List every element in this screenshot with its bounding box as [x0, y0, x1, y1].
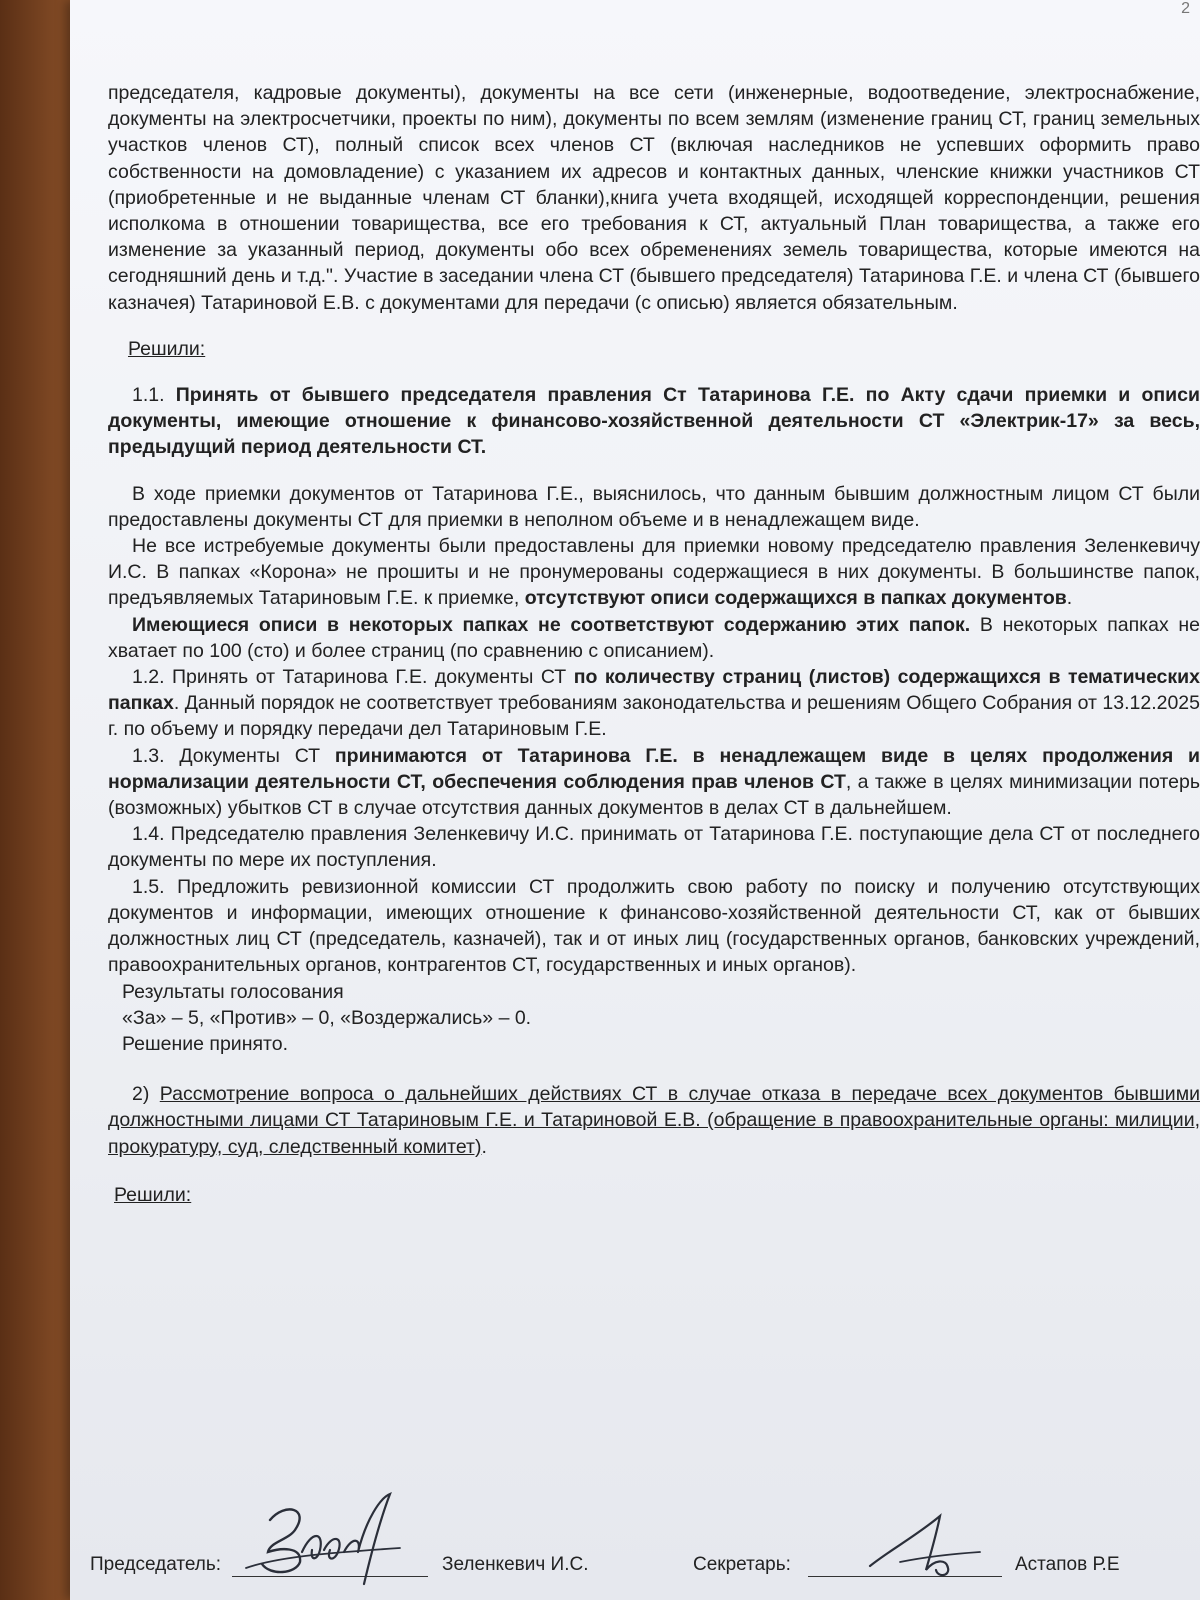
secretary-label: Секретарь: [693, 1554, 791, 1575]
existing-rest: В некоторых папках не хватает по 100 (сто) и более страниц (по сравнению с описанием). [108, 613, 1200, 662]
secretary-signature-icon [860, 1506, 990, 1584]
page-number: 2 [1181, 0, 1190, 17]
document-page [70, 0, 1200, 1600]
item-1-3-bold: принимаются от Татаринова Г.Е. в ненадлежащем виде в целях продолжения и нормализации деятельности СТ, обеспечения соблюдения прав членов СТ [108, 744, 1200, 793]
item-1-3 [108, 743, 1200, 822]
item-1-1 [108, 382, 1200, 461]
decision-accepted: Решение принято. [122, 1032, 289, 1055]
not-all-end: . [1066, 587, 1073, 610]
chair-name: Зеленкевич И.С. [442, 1554, 589, 1575]
item-2-number: 2) [132, 1083, 150, 1106]
item-1-1-number: 1.1. [132, 384, 165, 407]
chair-signature-icon [240, 1490, 410, 1586]
item-1-2-start: 1.2. Принять от Татаринова Г.Е. документы СТ [132, 666, 567, 689]
paragraph-existing-inventories [108, 612, 1200, 664]
item-2-end: . [481, 1135, 487, 1158]
paragraph-during-acceptance: В ходе приемки документов от Татаринова Г.Е., выяснилось, что данным бывшим должностным лицом СТ были предоставлены документы СТ для приемки в неполном объеме и в ненадлежащем виде. [108, 482, 1200, 531]
item-1-2-end: . Данный порядок не соответствует требованиям законодательства и решениям Общего Собрания от 13.12.2025 г. по объему и порядку передачи дел Татариновым Г.Е. [108, 692, 1200, 741]
item-1-3-start: 1.3. Документы СТ [132, 744, 321, 767]
resolved-heading-2: Решили: [114, 1183, 192, 1206]
item-1-5: 1.5. Предложить ревизионной комиссии СТ продолжить свою работу по поиску и получению отсутствующих документов и информации, имеющих отношение к финансово-хозяйственной деятельности СТ, как от бывших должностных лиц СТ (председатель, казначей), так и от иных лиц (государственных органов, банковских учреждений, правоохранительных органов, контрагентов СТ, государственных и иных органов). [108, 875, 1200, 977]
document-body [108, 80, 1200, 1208]
not-all-text: Не все истребуемые документы были предоставлены для приемки новому председателю правления Зеленкевичу И.С. В папках «Корона» не прошиты и не пронумерованы содержащиеся в них документы. В большинстве папок, предъявляемых Татариновым Г.Е. к приемке, [108, 535, 1200, 610]
item-1-2 [108, 664, 1200, 743]
existing-bold: Имеющиеся описи в некоторых папках не соответствуют содержанию этих папок. [132, 613, 971, 636]
not-all-bold: отсутствуют описи содержащихся в папках документов [524, 587, 1067, 610]
item-1-2-bold: по количеству страниц (листов) содержащихся в тематических папках [108, 666, 1200, 715]
chair-label: Председатель: [90, 1554, 222, 1575]
paragraph-not-all-documents [108, 533, 1200, 612]
item-1-3-end: , а также в целях минимизации потерь (возможных) убытков СТ в случае отсутствия данных документов в делах СТ в дальнейшем. [108, 770, 1200, 820]
item-1-1-text: Принять от бывшего председателя правления Ст Татаринова Г.Е. по Акту сдачи приемки и описи документы, имеющие отношение к финансово-хозяйственной деятельности СТ «Электрик-17» за весь, предыдущий период деятельности СТ. [108, 384, 1200, 459]
vote-title: Результаты голосования [122, 980, 344, 1003]
resolved-heading-1: Решили: [128, 337, 206, 360]
signature-row [90, 1530, 1180, 1590]
item-2-text: Рассмотрение вопроса о дальнейших действиях СТ в случае отказа в передаче всех документов бывшими должностными лицами СТ Татариновым Г.Е. и Татариновой Е.В. (обращение в правоохранительные органы: милиции, прокуратуру, суд, следственный комитет) [108, 1083, 1200, 1158]
item-2 [108, 1081, 1200, 1160]
paragraph-continued-list: председателя, кадровые документы), документы на все сети (инженерные, водоотведение, электроснабжение, документы на электросчетчики, проекты по ним), документы по всем землям (изменение границ СТ, границ земельных участков членов СТ), полный список всех членов СТ (включая наследников не успевших оформить право собственности на домовладение) с указанием их адресов и контактных данных, членские книжки участников СТ (приобретенные и не выданные членам СТ бланки),книга учета входящей, исходящей корреспонденции, решения исполкома в отношении товарищества, все его требования к СТ, актуальный План товарищества, а также его изменение за указанный период, документы обо всех обременениях земель товарищества, которые имеются на сегодняшний день и т.д.". Участие в заседании члена СТ (бывшего председателя) Татаринова Г.Е. и члена СТ (бывшего казначея) Татариновой Е.В. с документами для передачи (с описью) является обязательным. [108, 82, 1200, 314]
item-1-4: 1.4. Председателю правления Зеленкевичу И.С. принимать от Татаринова Г.Е. поступающие дела СТ от последнего документы по мере их поступления. [108, 823, 1200, 872]
vote-result: «За» – 5, «Против» – 0, «Воздержались» – 0. [122, 1006, 532, 1029]
secretary-name: Астапов Р.Е [1015, 1554, 1120, 1575]
